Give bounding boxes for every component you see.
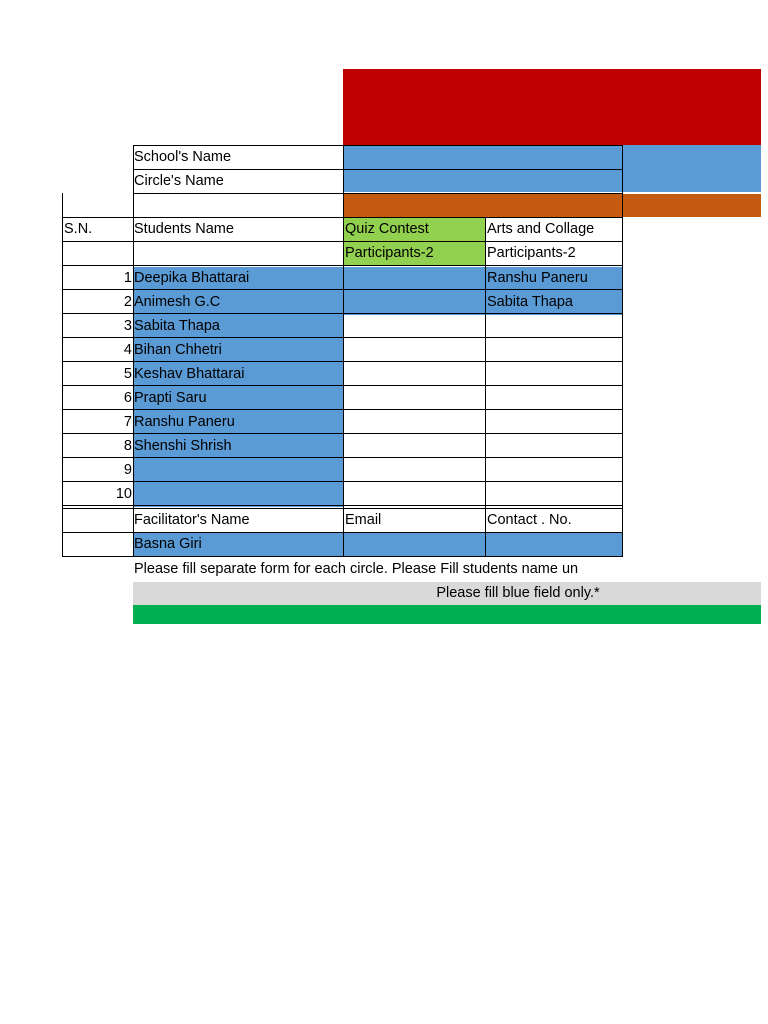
facilitator-name-label: Facilitator's Name — [134, 512, 250, 528]
student-name-input[interactable] — [133, 483, 344, 507]
serial-number: 2 — [123, 294, 132, 310]
arts-participant-input[interactable] — [486, 435, 622, 458]
blue-field-note: Please fill blue field only.* — [436, 585, 600, 601]
quiz-contest-header: Quiz Contest — [344, 218, 485, 242]
students-name-header: Students Name — [134, 221, 234, 237]
grid-line — [133, 169, 623, 170]
school-name-label: School's Name — [134, 149, 232, 165]
serial-number: 9 — [123, 462, 132, 478]
student-name-input[interactable]: Keshav Bhattarai — [133, 363, 344, 387]
grid-line — [133, 193, 623, 194]
quiz-participant-input[interactable] — [344, 459, 486, 482]
quiz-participant-input[interactable] — [344, 363, 486, 386]
grid-line — [485, 217, 486, 557]
serial-number: 6 — [123, 390, 132, 406]
arts-participant-input[interactable] — [486, 339, 622, 362]
serial-number: 3 — [123, 318, 132, 334]
quiz-participant-input[interactable] — [344, 291, 486, 315]
orange-band — [343, 194, 761, 217]
student-name-input[interactable]: Sabita Thapa — [133, 315, 344, 339]
school-name-input[interactable] — [344, 146, 622, 169]
quiz-participant-input[interactable] — [344, 267, 486, 291]
quiz-participant-input[interactable] — [344, 387, 486, 410]
serial-number: 1 — [123, 270, 132, 286]
serial-number: 10 — [115, 486, 132, 502]
arts-collage-header: Arts and Collage — [487, 221, 595, 237]
student-name-input[interactable]: Ranshu Paneru — [133, 411, 344, 435]
serial-number: 4 — [123, 342, 132, 358]
arts-participant-input[interactable] — [486, 387, 622, 410]
quiz-participants-count: Participants-2 — [344, 242, 485, 266]
green-band — [133, 605, 761, 624]
circle-name-input[interactable] — [344, 170, 622, 193]
student-name-input[interactable]: Shenshi Shrish — [133, 435, 344, 459]
quiz-participant-input[interactable] — [344, 435, 486, 458]
arts-participant-input[interactable]: Ranshu Paneru — [486, 267, 622, 291]
grid-line — [133, 145, 134, 557]
arts-participant-input[interactable] — [486, 363, 622, 386]
quiz-participant-input[interactable] — [344, 483, 486, 506]
serial-number: 5 — [123, 366, 132, 382]
sn-header: S.N. — [64, 221, 93, 237]
facilitator-name-input[interactable]: Basna Giri — [133, 533, 344, 557]
email-label: Email — [345, 512, 382, 528]
title-banner — [343, 69, 761, 145]
facilitator-email-input[interactable] — [344, 533, 486, 557]
student-name-input[interactable]: Animesh G.C — [133, 291, 344, 315]
student-name-input[interactable]: Bihan Chhetri — [133, 339, 344, 363]
arts-participant-input[interactable] — [486, 411, 622, 434]
grid-line — [343, 145, 344, 557]
quiz-participant-input[interactable] — [344, 315, 486, 338]
student-name-input[interactable]: Prapti Saru — [133, 387, 344, 411]
student-name-input[interactable] — [133, 459, 344, 483]
arts-participant-input[interactable]: Sabita Thapa — [486, 291, 622, 315]
serial-number: 8 — [123, 438, 132, 454]
arts-participant-input[interactable] — [486, 315, 622, 338]
student-name-input[interactable]: Deepika Bhattarai — [133, 267, 344, 291]
arts-participant-input[interactable] — [486, 459, 622, 482]
quiz-participant-input[interactable] — [344, 339, 486, 362]
instruction-note: Please fill separate form for each circle. Please Fill students name un — [134, 561, 579, 577]
grid-line — [62, 193, 63, 557]
facilitator-contact-input[interactable] — [486, 533, 622, 557]
grid-line — [622, 145, 623, 557]
arts-participants-count: Participants-2 — [487, 245, 576, 261]
contact-label: Contact . No. — [487, 512, 572, 528]
quiz-participant-input[interactable] — [344, 411, 486, 434]
circle-name-label: Circle's Name — [134, 173, 224, 189]
grid-line — [133, 145, 623, 146]
serial-number: 7 — [123, 414, 132, 430]
arts-participant-input[interactable] — [486, 483, 622, 506]
